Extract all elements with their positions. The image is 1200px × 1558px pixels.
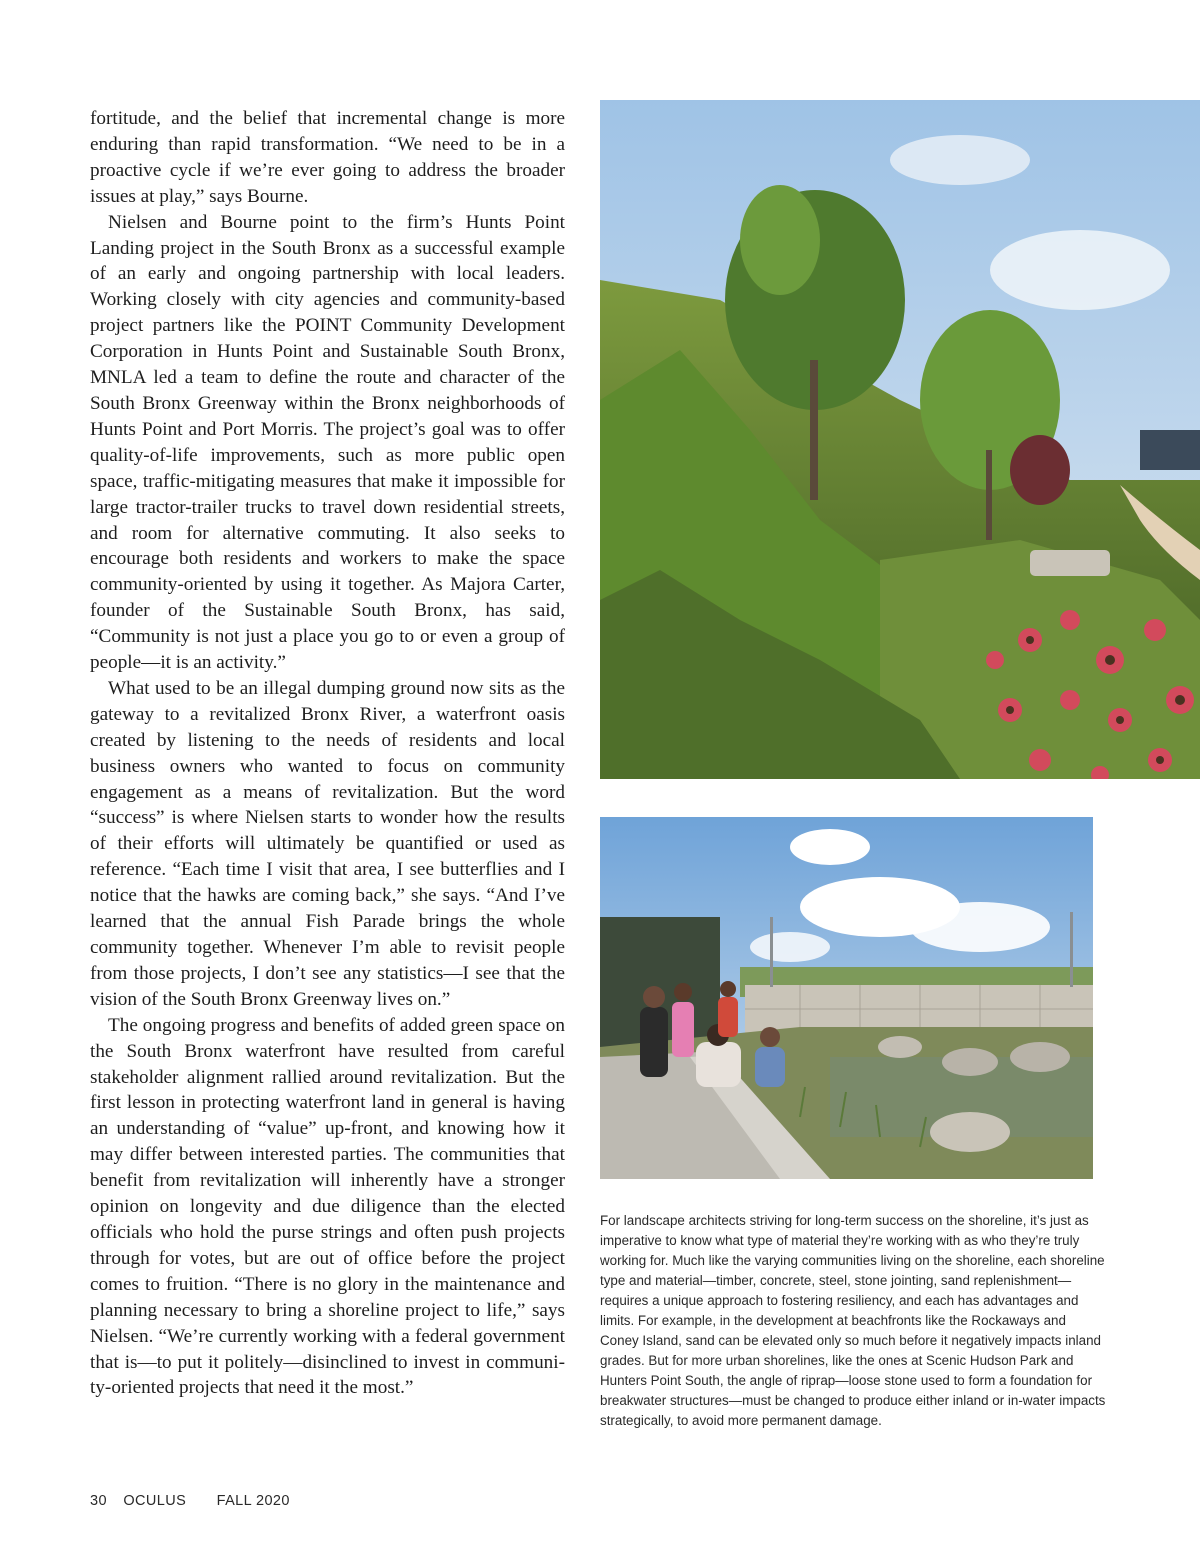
photo-caption: For landscape architects striving for long-term success on the shoreline, it’s just as imperative to know what type of material they’re working with as who they’re truly working for. Much like the varying communities living on the shoreline, each shoreline type and material—timber, concrete, steel, stone jointing, sand replenishment—requires a unique approach to fostering resiliency, and each has advantages and limits. For example, in the development at beachfronts like the Rockaways and Coney Island, sand can be elevated only so much before it negatively impacts inland grades. But for more urban shorelines, like the ones at Scenic Hudson Park and Hunters Point South, the angle of riprap—loose stone used to form a foundation for breakwater structures—must be changed to produce either inland or in-water impacts strategically, to avoid more permanent damage. [600,1213,1106,1428]
page-footer [90,1493,290,1509]
article-paragraph: The ongoing progress and benefits of added green space on the South Bronx waterfront have resulted from careful stakeholder alignment rallied around revitalization. But the first lesson in protecting waterfront land in general is having an understanding of “value” up-front, and knowing how it may differ between interested parties. The communities that benefit from revitalization will inherently have a stronger opinion on longevity and due diligence than the elected officials who hold the purse strings and often push projects through for votes, but are out of office before the project comes to fruition. “There is no glory in the maintenance and planning necessary to bring a shoreline project to life,” says Nielsen. “We’re currently working with a federal government that is––to put it politely––disinclined to invest in community-oriented projects that need it the most.” [90,1014,565,1399]
article-paragraph: Nielsen and Bourne point to the firm’s Hunts Point Landing project in the South Bronx as a successful example of an early and ongoing partnership with local leaders. Working closely with city agencies and community-based project partners like the POINT Community Development Corporation in Hunts Point and Sustainable South Bronx, MNLA led a team to define the route and character of the South Bronx Greenway within the Bronx neighborhoods of Hunts Point and Port Morris. The project’s goal was to offer quality-of-life improvements, such as more public open space, traffic-mitigating measures that make it impossible for large tractor-trailer trucks to travel down residential streets, and room for alternative commuting. It also seeks to encourage both residents and workers to make the space community-oriented by using it together. As Majora Carter, founder of the Sustainable South Bronx, has said, “Community is not just a place you go to or even a group of people—it is an activity.” [90,211,565,674]
issue-label: FALL 2020 [216,1493,290,1509]
article-paragraph: What used to be an illegal dumping ground now sits as the gateway to a revitalized Bronx River, a waterfront oasis created by listening to the needs of residents and local business owners who wanted to focus on community engagement as a means of revitalization. But the word “success” is where Nielsen starts to wonder how the results of their efforts will ultimately be quantified or used as reference. “Each time I visit that area, I see butterflies and I notice that the hawks are coming back,” she says. “And I’ve learned that the annual Fish Parade brings the whole community together. Whenever I’m able to revisit people from those projects, I don’t see any statistics—I see that the vision of the South Bronx Greenway lives on.” [90,677,565,1010]
page-number: 30 [90,1493,107,1509]
greenway-meadow-photo [600,100,1200,779]
shoreline-community-photo [600,817,1093,1179]
magazine-name: OCULUS [123,1493,187,1509]
meadow-illustration [600,100,1200,779]
article-body [90,106,565,1401]
article-paragraph: fortitude, and the belief that incremental change is more enduring than rapid transformation. “We need to be in a proactive cycle if we’re ever going to address the broader issues at play,” says Bourne. [90,108,565,207]
shoreline-illustration [600,817,1093,1179]
